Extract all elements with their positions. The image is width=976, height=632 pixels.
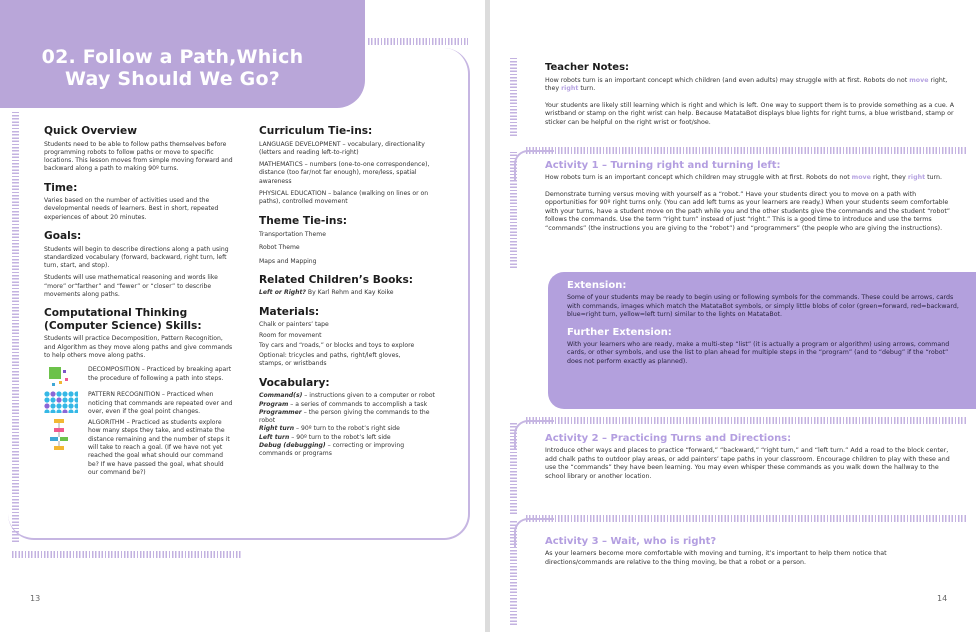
materials-item: Toy cars and “roads,” or blocks and toys to explore [259,341,415,349]
further-extension-heading: Further Extension: [567,326,672,338]
algorithm-icon [48,419,70,451]
activity2 [545,433,955,481]
section-heading: Related Children’s Books: [259,273,413,286]
activity-heading: Activity 3 – Wait, who is right? [545,536,717,547]
left-page [0,0,485,632]
decorative-tick-border [526,147,966,154]
vocab-item: Program – a series of commands to accomplish a task [259,400,428,408]
section-heading: Materials: [259,305,320,318]
quick-overview-text: Students need to be able to follow paths themselves before programming robots to follow paths or move to specific locations. This lesson moves from simple moving forward and backward along a path to making 90º turns. [44,140,233,173]
activity-text: Demonstrate turning versus moving with yourself as a “robot.” Have your students direct you to move on a path with opportunities for 90º right turns only. (You can add left turns as your learners are ready.) When your students seem comfortable with your turns, have a student move on the path while you and the other students give the commands and the student “robot” follows the commands. Use the term “right turn” instead of just “right.” This is a good time to introduce and use the terms “commands” (the instructions you are giving to the “robot”) and “programmers” (the people who are giving the instructions). [545,190,951,232]
decorative-tick-border [526,515,966,522]
activity-text: How robots turn is an important concept which children may struggle with at first. Robots do not move right, they right turn. [545,174,943,181]
decorative-tick-border [368,38,468,45]
ct-item: ALGORITHM – Practiced as students explore how many steps they take, and estimate the distance remaining and the number of steps it will take to reach a goal. (If we have not yet reached the goal what should our command be? If we have passed the goal, what should our command be?) [44,419,234,477]
theme-item: Maps and Mapping [259,257,317,265]
goals-text: Students will begin to describe directions along a path using standardized vocabulary (forward, backward, right turn, left turn, start, and stop). [44,245,229,270]
book-title: Left or Right? [259,289,306,297]
materials-item: Optional: tricycles and paths, right/left gloves, stamps, or wristbands [259,352,401,368]
decorative-tick-border [12,551,242,558]
decomposition-icon [48,366,70,388]
vocab-item: Programmer – the person giving the commands to the robot [259,408,430,425]
section-heading: Theme Tie-ins: [259,214,348,227]
section-heading: Computational Thinking [44,307,188,320]
extension-box [548,272,976,409]
decorative-tick-border [526,417,966,424]
vocab-item: Right turn – 90º turn to the robot’s right side [259,425,400,433]
ct-item: DECOMPOSITION – Practiced by breaking apart the procedure of following a path into steps. [44,366,234,388]
extension-heading: Extension: [567,280,627,291]
goals-text: Students will use mathematical reasoning and words like “more” or“farther” and “fewer” or “closer” to describe movements along paths. [44,274,218,299]
activity1 [545,160,955,234]
activity3 [545,536,955,567]
vocab-item: Left turn – 90º turn to the robot’s left side [259,433,391,441]
materials-item: Chalk or painters’ tape [259,321,329,329]
activity-heading: Activity 1 – Turning right and turning left: [545,160,781,171]
further-extension-text: With your learners who are ready, make a multi-step “list” (it is actually a program or algorithm) using arrows, command cards, or other symbols, and use the list to plan ahead for multiple steps in the “program” (and to “debug” if the “robot” does not perform exactly as planned). [567,340,950,365]
book-author: By Karl Rehm and Kay Koike [305,289,394,297]
teacher-notes-text: Your students are likely still learning which is right and which is left. One way to support them is to provide something as a cue. A wristband or stamp on the right wrist can help. Because MatataBot displays blue lights for right turns, a blue wristband, stamp or sticker can be helpful on the right wrist or foot/shoe. [545,101,955,126]
activity-text: Introduce other ways and places to practice “forward,” “backward,” “right turn,” and “left turn.” Add a road to the block center, add chalk paths to outdoor play areas, or add painters’ tape paths in your classroom. Encourage children to play with these and use the “commands” they have been learning. You may even whisper these commands as you walk down the hallway to the school library or another location. [545,447,950,480]
section-heading: (Computer Science) Skills: [44,319,202,332]
time-text: Varies based on the number of activities used and the developmental needs of learners. Best in short, repeated experiences of about 20 minutes. [44,197,219,221]
curriculum-item: PHYSICAL EDUCATION – balance (walking on lines or on paths), controlled movement [259,189,429,206]
right-column [259,125,447,459]
left-column [44,125,234,477]
vocab-item: Debug (debugging) – correcting or improving commands or programs [259,442,405,458]
ct-item: PATTERN RECOGNITION – Practiced when noticing that commands are repeated over and over, even if the goal point changes. [44,391,234,416]
theme-item: Transportation Theme [259,231,326,239]
section-heading: Time: [44,181,78,194]
decorative-tick-border [510,56,517,136]
page-number: 14 [937,594,948,603]
teacher-notes-text: How robots turn is an important concept which children (and even adults) may struggle with at first. Robots do not move right, they right turn. [545,76,948,93]
vocab-item: Command(s) – instructions given to a computer or robot [259,392,435,400]
theme-item: Robot Theme [259,244,300,252]
page-title: 02. Follow a Path,Which Way Should We Go? [41,46,304,90]
pattern-recognition-icon [44,391,78,413]
book-entry [259,289,447,297]
extension-text: Some of your students may be ready to begin using or following symbols for the commands. These could be arrows, cards with commands, images which match the MatataBot symbols, or simply little blobs of color (green=forward, red=backward, blue=right turn, yellow=left turn) similar to the lights on MatataBot. [567,294,959,319]
page-number: 13 [30,594,41,603]
section-heading: Vocabulary: [259,376,330,389]
section-heading: Teacher Notes: [545,62,630,73]
teacher-notes [545,62,955,127]
activity-text: As your learners become more comfortable with moving and turning, it’s important to help them notice that directions/commands are relative to the thing moving, be that a robot or a person. [545,550,887,566]
ct-intro-text: Students will practice Decomposition, Pattern Recognition, and Algorithm as they move along paths and give commands to help others move along paths. [44,335,233,359]
activity-heading: Activity 2 – Practicing Turns and Directions: [545,433,792,444]
curriculum-item: MATHEMATICS – numbers (one-to-one correspondence), distance (too far/not far enough), more/less, spatial awareness [259,161,430,185]
materials-item: Room for movement [259,331,322,339]
curriculum-item: LANGUAGE DEVELOPMENT – vocabulary, directionality (letters and reading left-to-right) [259,140,425,156]
section-heading: Goals: [44,230,82,243]
section-heading: Quick Overview [44,125,138,137]
section-heading: Curriculum Tie-ins: [259,125,373,137]
